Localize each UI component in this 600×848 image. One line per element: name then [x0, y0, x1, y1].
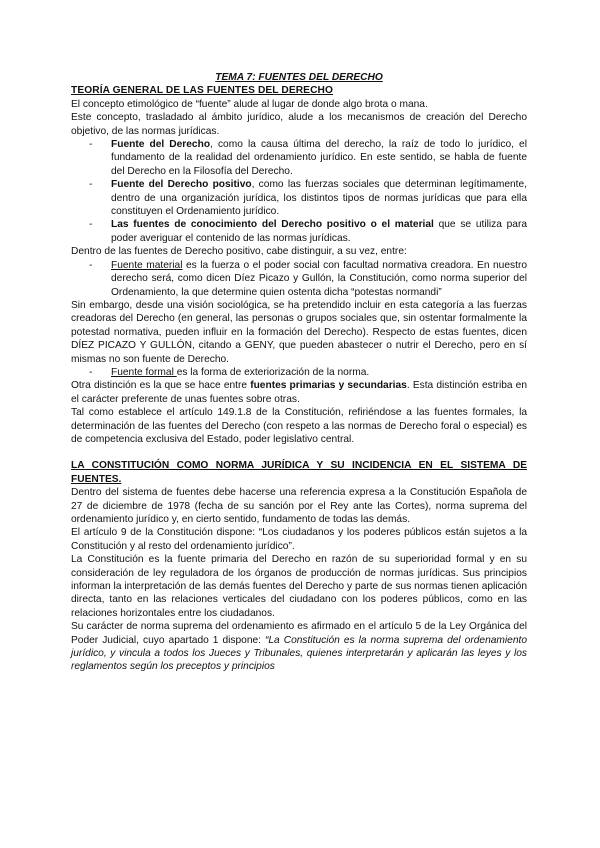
- document-body: [71, 71, 527, 674]
- list-item-text: , como la causa última del derecho, la raíz de todo lo jurídico, el fundamento de la realidad del ordenamiento jurídico. En este sentido, se habla de fuente del Derecho en la Filosofía del Derecho.: [111, 139, 527, 177]
- list-item: [71, 138, 527, 178]
- page-title: TEMA 7: FUENTES DEL DERECHO: [215, 72, 383, 83]
- list-item: [71, 178, 527, 218]
- bullet-list-fuentes: [71, 138, 527, 245]
- text-run: Su carácter de norma suprema del ordenamiento es afirmado en el artículo 5 de la Ley Orgánica del Poder Judicial, cuyo apartado 1 dispone:: [71, 621, 527, 646]
- paragraph: Dentro de las fuentes de Derecho positivo, cabe distinguir, a su vez, entre:: [71, 246, 407, 258]
- list-item: [71, 218, 527, 245]
- text-run: Otra distinción es la que se hace entre: [71, 380, 251, 392]
- paragraph: Este concepto, trasladado al ámbito jurídico, alude a los mecanismos de creación del Derecho objetivo, de las normas jurídicas.: [71, 112, 527, 137]
- list-item-text: , como las fuerzas sociales que determinan legítimamente, dentro de una organización jurídica, los distintos tipos de normas jurídicas que para ella constituyen el Ordenamiento jurídico.: [111, 179, 527, 218]
- list-item: [71, 259, 527, 299]
- list-item-text: es la forma de exteriorización de la norma.: [176, 366, 370, 378]
- text-run: . Esta distinción estriba en el carácter preferente de unas fuentes sobre otras.: [71, 380, 528, 405]
- list-item-term: Fuente formal: [111, 366, 177, 378]
- list-item-term: Las fuentes de conocimiento del Derecho positivo o el material: [111, 219, 434, 231]
- list-marker: -: [89, 259, 93, 271]
- list-item-text: que se utiliza para poder averiguar el contenido de las normas jurídicas.: [111, 219, 527, 244]
- list-item-text: es la fuerza o el poder social con facultad normativa creadora. En nuestro derecho será, como dicen Díez Picazo y Gullón, la Constitución, como norma superior del Ordenamiento, la que determine quien ostenta dicha “potestas normandi”: [111, 259, 527, 298]
- section-spacer: [71, 446, 527, 459]
- bullet-list-fuente-material: [71, 259, 527, 299]
- list-marker: -: [89, 366, 93, 378]
- list-marker: -: [89, 219, 93, 231]
- paragraph: [71, 620, 527, 674]
- paragraph: Dentro del sistema de fuentes debe hacerse una referencia expresa a la Constitución Española de 27 de diciembre de 1978 (fecha de su sanción por el Rey ante las Cortes), norma suprema del ordenamiento jurídico y, en cierto sentido, fundamento de todas las demás.: [71, 487, 527, 525]
- paragraph: El concepto etimológico de “fuente” alude al lugar de donde algo brota o mana.: [71, 98, 428, 110]
- paragraph: [71, 379, 527, 406]
- paragraph: Tal como establece el artículo 149.1.8 de la Constitución, refiriéndose a las fuentes formales, la determinación de las fuentes del Derecho (con respeto a las normas de Derecho foral o especial) es de competencia exclusiva del Estado, poder legislativo central.: [71, 407, 527, 445]
- paragraph: Sin embargo, desde una visión sociológica, se ha pretendido incluir en esta categoría a las fuerzas creadoras del Derecho (en general, las personas o grupos sociales que, sin ostentar formalmente la potestad normativa, pueden influir en la formación del Derecho). Respecto de estas fuentes, dicen DÍEZ PICAZO Y GULLÓN, citando a GENY, que pueden abastecer o nutrir el Derecho, pero en sí mismas no son fuente de Derecho.: [71, 299, 527, 365]
- list-item: [71, 366, 527, 379]
- paragraph: El artículo 9 de la Constitución dispone: “Los ciudadanos y los poderes públicos están sujetos a la Constitución y al resto del ordenamiento jurídico”.: [71, 527, 527, 552]
- list-item-term: Fuente del Derecho: [111, 139, 211, 151]
- text-run-bold: fuentes primarias y secundarias: [250, 380, 407, 392]
- list-marker: -: [89, 139, 93, 151]
- section-heading-constitucion: LA CONSTITUCIÓN COMO NORMA JURÍDICA Y SU INCIDENCIA EN EL SISTEMA DE FUENTES.: [71, 460, 527, 485]
- section-heading-teoria-general: TEORÍA GENERAL DE LAS FUENTES DEL DERECHO: [71, 85, 334, 97]
- list-marker: -: [89, 179, 93, 191]
- text-run-italic-quote: “La Constitución es la norma suprema del ordenamiento jurídico, y vincula a todos los Jueces y Tribunales, quienes interpretarán y aplicarán las leyes y los reglamentos según los preceptos y principios: [71, 634, 527, 673]
- list-item-term: Fuente del Derecho positivo: [111, 179, 252, 191]
- bullet-list-fuente-formal: [71, 366, 527, 379]
- list-item-term: Fuente material: [111, 259, 183, 271]
- paragraph: La Constitución es la fuente primaria del Derecho en razón de su superioridad formal y en su consideración de ley reguladora de los órganos de producción de normas jurídicas. Sus principios informan la interpretación de las demás fuentes del Derecho y parte de sus normas tienen aplicación directa, tanto en las relaciones verticales del ciudadano con los poderes públicos, como en las relaciones horizontales entre los ciudadanos.: [71, 554, 527, 619]
